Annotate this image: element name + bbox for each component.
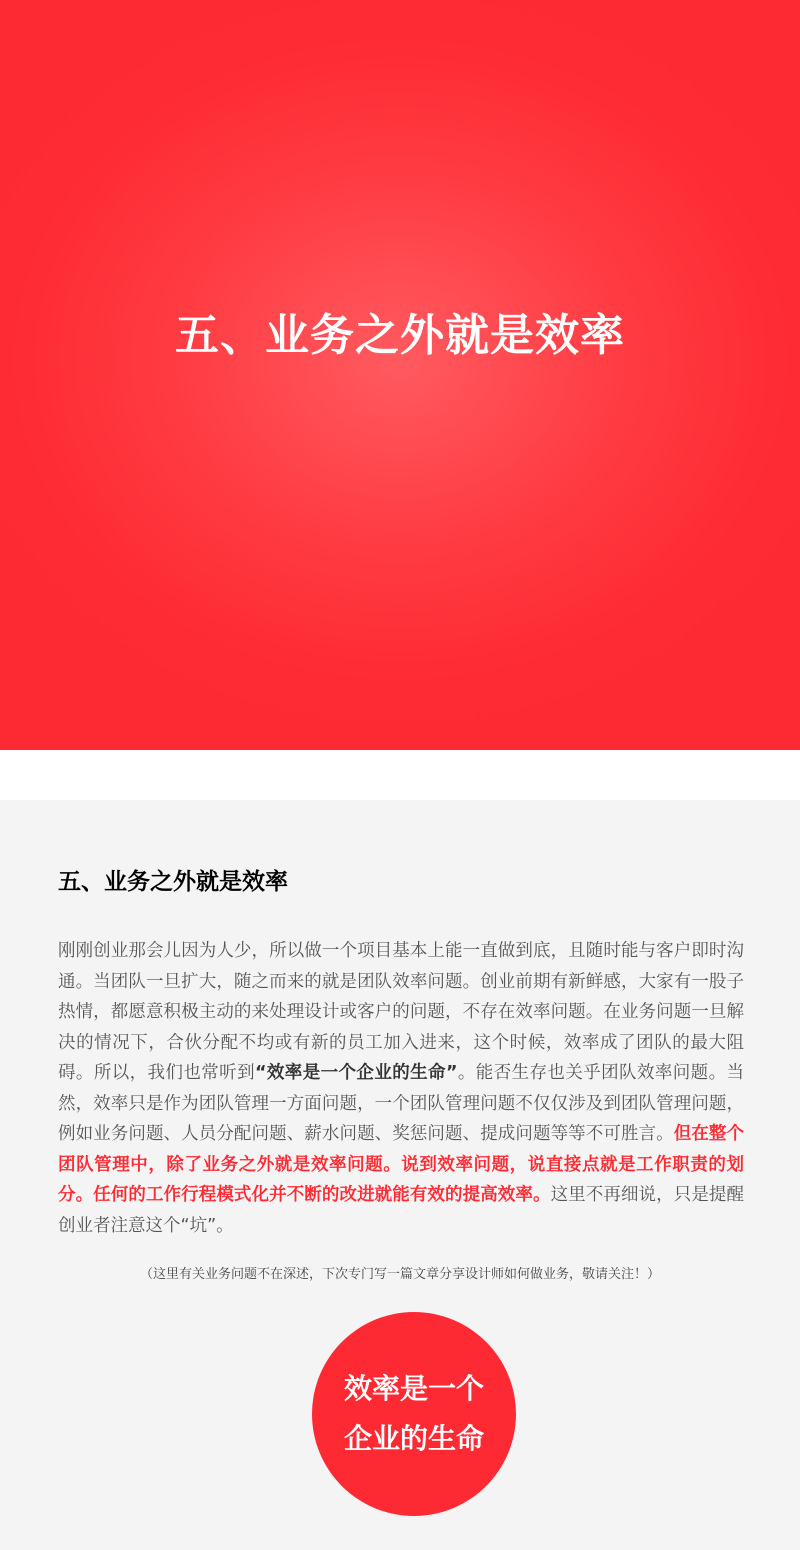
section-divider <box>0 750 800 800</box>
quote-circle-badge <box>312 1312 516 1516</box>
circle-text <box>344 1364 484 1464</box>
article-note: （这里有关业务问题不在深述，下次专门写一篇文章分享设计师如何做业务，敬请关注！） <box>139 1267 660 1282</box>
article-paragraph <box>58 936 744 1241</box>
paragraph-text-part2: 。能否生存也关乎团队效率问题。当然，效率只是作为团队管理一方面问题，一个团队管理问题不仅仅涉及到团队管理问题，例如业务问题、人员分配问题、薪水问题、奖惩问题、提成问题等等不可胜言。 <box>58 1063 744 1144</box>
circle-line-2: 企业的生命 <box>343 1422 484 1455</box>
paragraph-quote: “效率是一个企业的生命” <box>254 1063 458 1083</box>
circle-line-1: 效率是一个 <box>343 1372 484 1405</box>
paragraph-emphasis: 但在整个团队管理中，除了业务之外就是效率问题。说到效率问题，说直接点就是工作职责的划分。任何的工作行程模式化并不断的改进就能有效的提高效率。 <box>58 1124 745 1205</box>
hero-banner <box>0 0 800 750</box>
paragraph-text-part1: 刚刚创业那会儿因为人少，所以做一个项目基本上能一直做到底，且随时能与客户即时沟通。当团队一旦扩大，随之而来的就是团队效率问题。创业前期有新鲜感，大家有一股子热情，都愿意积极主动的来处理设计或客户的问题，不存在效率问题。在业务问题一旦解决的情况下，合伙分配不均或有新的员工加入进来，这个时候，效率成了团队的最大阻碍。所以，我们也常听到 <box>58 941 744 1083</box>
article-section <box>0 800 800 1550</box>
paragraph-text-part3: 这里不再细说，只是提醒创业者注意这个“坑”。 <box>58 1185 744 1236</box>
section-heading: 五、业务之外就是效率 <box>58 869 288 895</box>
hero-title: 五、业务之外就是效率 <box>175 310 625 361</box>
